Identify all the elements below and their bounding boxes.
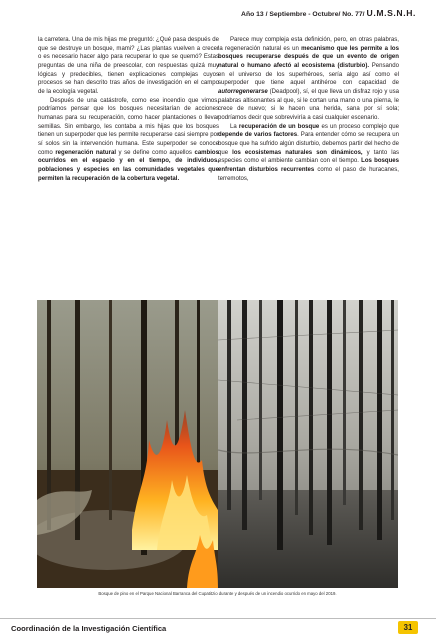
burned-forest-right bbox=[218, 300, 398, 588]
highlight-dinamicos: los ecosistemas naturales son dinámicos, bbox=[232, 149, 363, 156]
issue-header bbox=[241, 8, 416, 18]
highlight-recuperacion: recuperación de un bosque bbox=[238, 123, 320, 130]
fire-scene-left bbox=[37, 300, 218, 588]
highlight-disturbios: Los bosques enfrentan disturbios recurrentes bbox=[218, 158, 399, 173]
footer-divider bbox=[0, 618, 436, 619]
highlight-regeneracion: regeneración natural bbox=[55, 149, 117, 156]
university-name: U.M.S.N.H. bbox=[366, 8, 416, 18]
footer-label: Coordinación de la Investigación Científica bbox=[11, 624, 167, 633]
right-text-column bbox=[218, 36, 399, 183]
highlight-definition: cambios ocurridos en el espacio y en el tiempo, de individuos, poblaciones y especies en las comunidades vegetales que permiten la recuperación de la cobertura vegetal. bbox=[38, 149, 219, 182]
photo-caption: Bosque de pino en el Parque Nacional Barranca del Cupatitzio durante y después de un incendio ocurrido en mayo del 2019. bbox=[98, 591, 337, 596]
page-number: 31 bbox=[398, 621, 418, 634]
highlight-factores: depende de varios factores bbox=[218, 132, 298, 139]
left-paragraph-1: la carretera. Una de mis hijas me preguntó: ¿Qué pasa después de que se destruye un bosque, mami? ¿Las plantas vuelven a crecer o es necesario hacer algo para recuperar lo que se quemó? Estas preguntas de una niña de preescolar, con respuestas quizá muy lógicas y predecibles, tienen explicaciones complejas cuyos procesos se han descrito tras años de investigación en el campo de la ecología vegetal. bbox=[38, 37, 219, 95]
right-paragraph-2: La recuperación de un bosque es un proceso complejo que depende de varios factores. Para entender cómo se recupera un bosque que ha sufrido algún disturbio, debemos partir del hecho de que los ecosistemas naturales son dinámicos, y tanto las especies como el ambiente cambian con el tiempo. Los bosques enfrentan disturbios recurrentes como el paso de huracanes, terremotos, bbox=[218, 123, 400, 182]
highlight-autorregenerarse: autorregenerarse bbox=[218, 88, 268, 95]
issue-info: Año 13 / Septiembre - Octubre/ No. 77/ bbox=[241, 11, 365, 18]
forest-fire-photo bbox=[37, 300, 398, 588]
right-paragraph-1: Parece muy compleja esta definición, pero, en otras palabras, la regeneración natural es un mecanismo que les permite a los bosques recuperarse después de que un evento de origen natural o humano afectó al ecosistema (disturbio). Pensando en el universo de los superhéroes, sería algo así como el superpoder que tiene aquel antihéroe con capacidad de autorregenerarse (Deadpool), sí, el que lleva un disfraz rojo y usa palabras altisonantes al que, si le cortan una mano o una pierna, le crece de nuevo; si le hacen una herida, sana por sí sola; podríamos decir que sobreviviría a casi cualquier escenario. bbox=[218, 37, 399, 121]
left-paragraph-2: Después de una catástrofe, como ese incendio que vimos, podríamos pensar que los bosques necesitarían de acciones humanas para su recuperación, como hacer plantaciones o llevar semillas. Sin embargo, les contaba a mis hijas que los bosques tienen un superpoder que les permite recuperarse casi siempre por sí solos sin la intervención humana. Este superpoder se conoce como regeneración natural y se define como aquellos cambios ocurridos en el espacio y en el tiempo, de individuos, poblaciones y especies en las comunidades vegetales que permiten la recuperación de la cobertura vegetal. bbox=[38, 97, 219, 182]
highlight-mecanismo: mecanismo que les permite a los bosques recuperarse después de que un evento de origen natural o humano afectó al ecosistema (disturbio). bbox=[218, 45, 399, 69]
left-text-column bbox=[38, 36, 219, 183]
